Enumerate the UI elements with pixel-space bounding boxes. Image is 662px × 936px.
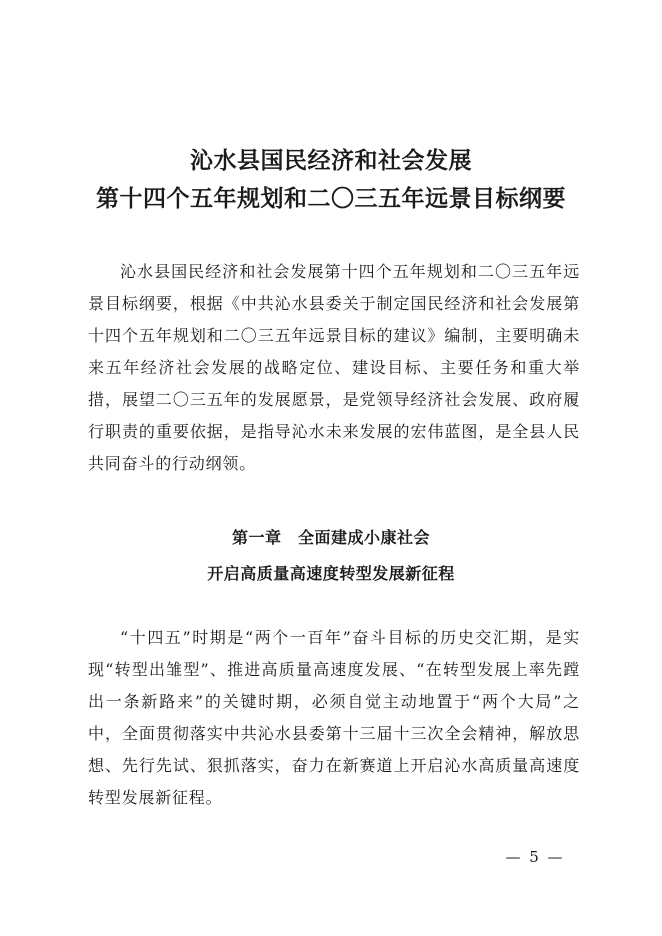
chapter-subheading: 开启高质量高速度转型发展新征程 xyxy=(207,564,455,583)
document-title-line-2: 第十四个五年规划和二〇三五年远景目标纲要 xyxy=(96,185,566,212)
chapter-heading: 第一章 全面建成小康社会 xyxy=(231,528,430,547)
chapter-section xyxy=(88,622,580,814)
page-number: — 5 — xyxy=(505,848,565,866)
chapter-paragraph: “十四五”时期是“两个一百年”奋斗目标的历史交汇期，是实现“转型出雏型”、推进高质量高速度发展、“在转型发展上率先蹚出一条新路来”的关键时期，必须自觉主动地置于“两个大局”之中，全面贯彻落实中共沁水县委第十三届十三次全会精神，解放思想、先行先试、狠抓落实，奋力在新赛道上开启沁水高质量高速度转型发展新征程。 xyxy=(88,628,580,807)
intro-section xyxy=(88,256,580,480)
intro-paragraph: 沁水县国民经济和社会发展第十四个五年规划和二〇三五年远景目标纲要，根据《中共沁水县委关于制定国民经济和社会发展第十四个五年规划和二〇三五年远景目标的建议》编制，主要明确未来五年经济社会发展的战略定位、建设目标、主要任务和重大举措，展望二〇三五年的发展愿景，是党领导经济社会发展、政府履行职责的重要依据，是指导沁水未来发展的宏伟蓝图，是全县人民共同奋斗的行动纲领。 xyxy=(88,262,580,473)
document-title-line-1: 沁水县国民经济和社会发展 xyxy=(190,147,472,174)
